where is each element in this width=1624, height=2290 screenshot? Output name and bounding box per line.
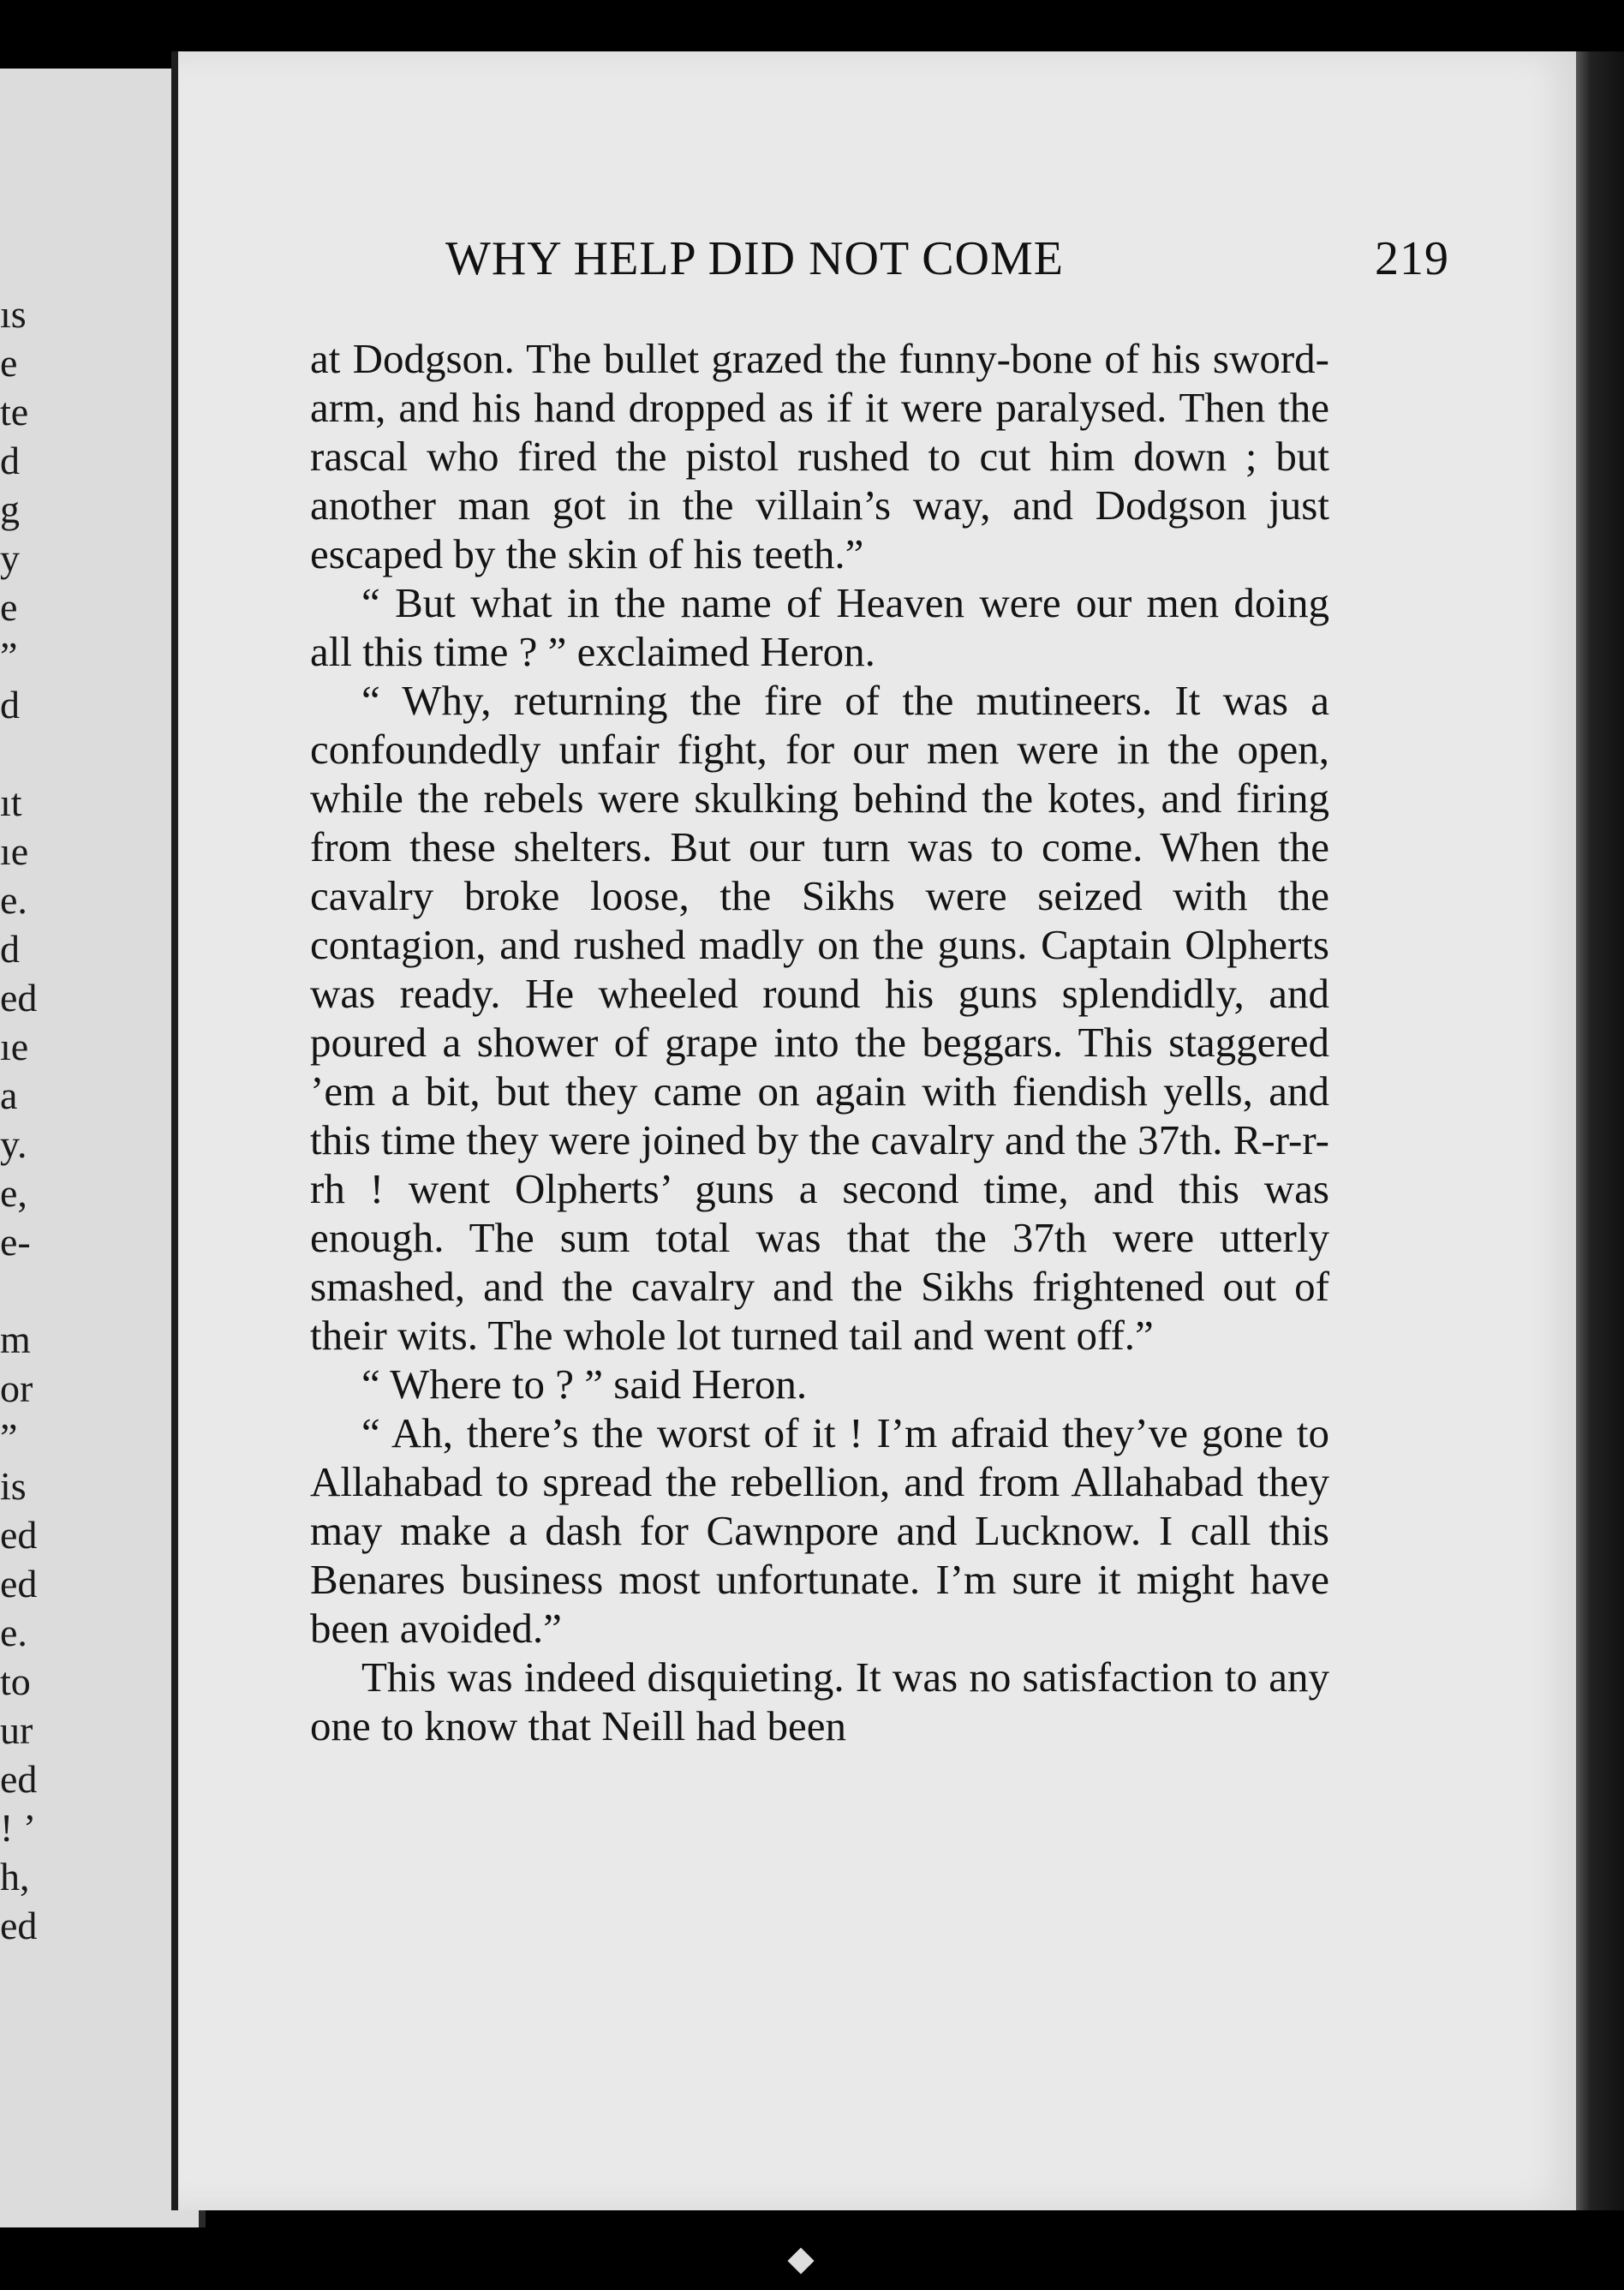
line-ending: e- (0, 1220, 31, 1264)
paragraph: “ Ah, there’s the worst of it ! I’m afraid they’ve gone to Allahabad to spread the rebellion, and from Allahabad they may make a dash for Cawnpore and Lucknow. I call this Benares business most unfortunate. I’m sure it might have been avoided.” (310, 1409, 1329, 1652)
line-ending: ed (0, 1562, 38, 1605)
line-ending: y. (0, 1122, 27, 1166)
paragraph: at Dodgson. The bullet grazed the funny-bone of his sword-arm, and his hand dropped as if it were paralysed. Then the rascal who fired the pistol rushed to cut him down ; but another man got in the villain’s way, and Dodgson just escaped by the skin of his teeth.” (310, 335, 1329, 577)
line-ending: ed (0, 1904, 38, 1947)
line-ending: ıt (0, 780, 22, 824)
book-page (171, 51, 1583, 2210)
line-ending: e, (0, 1171, 27, 1215)
page-right-edge-shadow (1576, 51, 1624, 2210)
paragraph: “ But what in the name of Heaven were our men doing all this time ? ” exclaimed Heron. (310, 579, 1329, 675)
line-ending: to (0, 1659, 31, 1703)
paragraph: “ Why, returning the fire of the mutineers. It was a confoundedly unfair fight, for our men were in the open, while the rebels were skulking behind the kotes, and firing from these shelters. But our turn was to come. When the cavalry broke loose, the Sikhs were seized with the contagion, and rushed madly on the guns. Captain Olpherts was ready. He wheeled round his guns splendidly, and poured a shower of grape into the beggars. This staggered ’em a bit, but they came on again with fiendish yells, and this time they were joined by the cavalry and the 37th. R-r-r-rh ! went Olpherts’ guns a second time, and this was enough. The sum total was that the 37th were utterly smashed, and the cavalry and the Sikhs frightened out of their wits. The whole lot turned tail and went off.” (310, 677, 1329, 1359)
line-ending: d (0, 683, 20, 726)
line-ending: a (0, 1073, 18, 1117)
line-ending: ıe (0, 1025, 29, 1068)
line-ending: e (0, 585, 18, 629)
paragraph: This was indeed disquieting. It was no satisfaction to any one to know that Neill had been (310, 1653, 1329, 1749)
line-ending: ! ’ (0, 1806, 37, 1850)
line-ending: h, (0, 1855, 30, 1898)
line-ending: e. (0, 1611, 27, 1654)
line-ending: d (0, 439, 20, 482)
line-ending: ed (0, 1757, 38, 1801)
line-ending: d (0, 927, 20, 971)
scan-artifact (787, 2247, 814, 2274)
body-text (310, 334, 1329, 1750)
line-ending: ed (0, 976, 38, 1019)
line-ending: e (0, 341, 18, 385)
line-ending: y (0, 536, 20, 580)
line-ending: m (0, 1318, 31, 1361)
line-ending: is (0, 1464, 27, 1508)
line-ending: ur (0, 1708, 33, 1752)
line-ending: te (0, 390, 29, 433)
line-ending: e. (0, 878, 27, 922)
paragraph: “ Where to ? ” said Heron. (361, 1360, 808, 1408)
running-head-title: WHY HELP DID NOT COME (445, 232, 1064, 285)
line-ending: ıe (0, 829, 29, 873)
line-ending: or (0, 1366, 33, 1410)
line-ending: ıs (0, 292, 27, 336)
line-ending: ed (0, 1513, 38, 1557)
running-head (445, 231, 1473, 286)
line-ending: ” (0, 634, 18, 678)
line-ending: ” (0, 1415, 18, 1459)
page-number: 219 (1375, 232, 1449, 285)
line-ending: g (0, 487, 20, 531)
